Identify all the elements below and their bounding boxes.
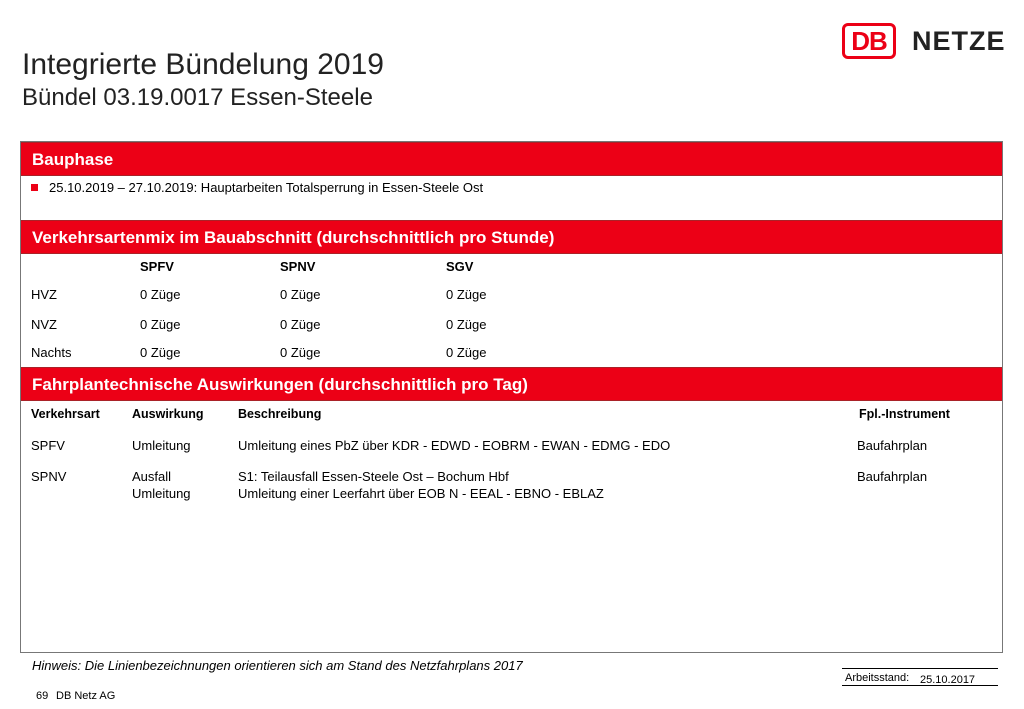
table-cell: Umleitung eines PbZ über KDR - EDWD - EOBRM - EWAN - EDMG - EDO [238,438,671,453]
table-cell: Baufahrplan [857,438,928,453]
table-cell: Umleitung [132,438,191,453]
fahrplan-heading: Fahrplantechnische Auswirkungen (durchschnittlich pro Tag) [21,367,1002,401]
db-netze-logo [842,22,1006,60]
row-label-nachts: Nachts [31,345,72,360]
table-cell: 0 Züge [280,317,321,332]
table-cell: 0 Züge [140,317,181,332]
table-cell: 0 Züge [280,287,321,302]
table-cell: SPFV [31,438,65,453]
netze-wordmark: NETZE [912,25,1006,56]
table-cell: 0 Züge [446,317,487,332]
verkehrsartenmix-heading: Verkehrsartenmix im Bauabschnitt (durchschnittlich pro Stunde) [21,220,1002,254]
bauphase-item-text: 25.10.2019 – 27.10.2019: Hauptarbeiten Totalsperrung in Essen-Steele Ost [49,180,484,195]
table-cell: S1: Teilausfall Essen-Steele Ost – Bochum Hbf [238,469,509,484]
arbeitsstand-label: Arbeitsstand: [845,672,910,684]
col-header-spnv: SPNV [280,259,316,274]
col-header-sgv: SGV [446,259,474,274]
table-cell: 0 Züge [446,345,487,360]
col-header-auswirkung: Auswirkung [132,407,204,421]
col-header-beschreibung: Beschreibung [238,407,322,421]
table-cell: 0 Züge [140,345,181,360]
bauphase-item [31,180,483,195]
page-subtitle: Bündel 03.19.0017 Essen-Steele [22,84,373,111]
col-header-spfv: SPFV [140,259,174,274]
table-cell: Umleitung [132,486,191,501]
col-header-verkehrsart: Verkehrsart [31,407,100,421]
table-cell: 0 Züge [280,345,321,360]
content-frame [20,141,1003,653]
company-name: DB Netz AG [56,690,116,702]
hinweis-footnote: Hinweis: Die Linienbezeichnungen orientieren sich am Stand des Netzfahrplans 2017 [32,658,523,673]
table-cell: Baufahrplan [857,469,928,484]
db-logo-mark: DB [842,23,896,59]
row-label-nvz: NVZ [31,317,57,332]
page-title: Integrierte Bündelung 2019 [22,48,384,81]
row-label-hvz: HVZ [31,287,57,302]
bullet-square-icon [31,184,38,191]
page-number: 69 [36,690,49,702]
table-cell: 0 Züge [446,287,487,302]
arbeitsstand-date: 25.10.2017 [920,674,976,686]
bauphase-heading: Bauphase [21,142,1002,176]
table-cell: Ausfall [132,469,172,484]
table-cell: Umleitung einer Leerfahrt über EOB N - EEAL - EBNO - EBLAZ [238,486,604,501]
table-cell: SPNV [31,469,67,484]
table-cell: 0 Züge [140,287,181,302]
col-header-fpl-instrument: Fpl.-Instrument [859,407,950,421]
